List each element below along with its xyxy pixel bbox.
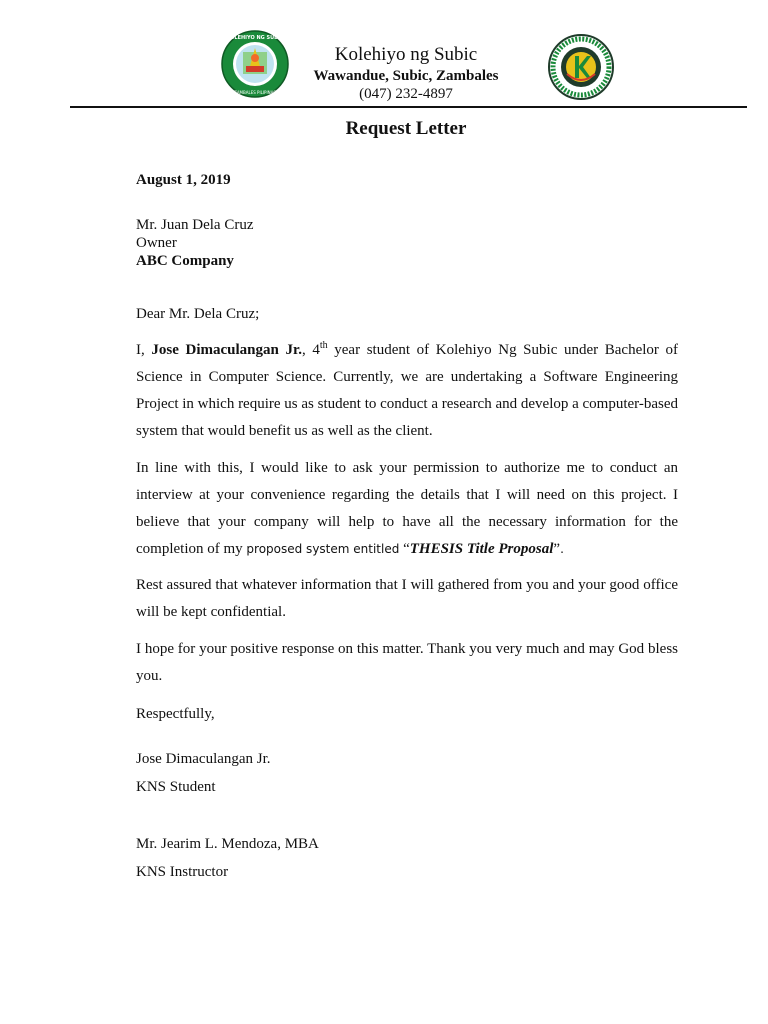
p2-text: In line with this, I would like to ask your permission to authorize me to conduct an interview at your convenience regarding the details that I will need on this project. I believe that your company will help to have all the necessary information for the completion of my: [136, 460, 678, 557]
letter-date: August 1, 2019: [136, 172, 231, 188]
signer-name: Jose Dimaculangan Jr.: [136, 751, 271, 767]
paragraph-2: [136, 455, 678, 563]
recipient-company: ABC Company: [136, 253, 234, 269]
signer-role: KNS Student: [136, 779, 216, 795]
thesis-title: THESIS Title Proposal: [409, 541, 554, 557]
document-title: Request Letter: [345, 118, 467, 139]
p2-end: .: [560, 542, 564, 556]
school-address: Wawandue, Subic, Zambales: [313, 68, 499, 84]
salutation: Dear Mr. Dela Cruz;: [136, 306, 260, 322]
department-seal-logo: [545, 34, 617, 100]
noted-by-name: Mr. Jearim L. Mendoza, MBA: [136, 836, 319, 852]
p2-open-quote: “: [399, 541, 410, 557]
noted-by-role: KNS Instructor: [136, 864, 229, 880]
paragraph-1: [136, 337, 678, 445]
school-seal-logo: [219, 30, 291, 98]
header-divider: [70, 106, 747, 108]
p2-small-text: proposed system entitled: [246, 542, 400, 556]
seal-top-text: KOLEHIYO NG SUBIC: [226, 35, 284, 41]
school-phone: (047) 232-4897: [359, 86, 453, 102]
recipient-title: Owner: [136, 235, 177, 251]
student-name: Jose Dimaculangan Jr.: [151, 342, 302, 358]
school-name: Kolehiyo ng Subic: [334, 44, 478, 65]
p1-prefix: I,: [136, 342, 152, 358]
recipient-name: Mr. Juan Dela Cruz: [136, 217, 254, 233]
seal-bottom-text: ZAMBALES PILIPINAS: [234, 90, 276, 95]
paragraph-3: Rest assured that whatever information that I will gathered from you and your good office will be kept confidential.: [136, 577, 678, 620]
p1-after-name: , 4: [302, 342, 320, 358]
paragraph-4: I hope for your positive response on this matter. Thank you very much and may God bless you.: [136, 641, 678, 684]
p1-rest: year student of Kolehiyo Ng Subic under Bachelor of Science in Computer Science. Currently, we are undertaking a Software Engineering Project in which require us as student to conduct a research and develop a computer-based system that would benefit us as well as the client.: [136, 342, 679, 439]
ordinal-suffix: th: [319, 340, 328, 351]
closing: Respectfully,: [136, 706, 215, 722]
p2-close-quote: ”: [553, 541, 561, 557]
